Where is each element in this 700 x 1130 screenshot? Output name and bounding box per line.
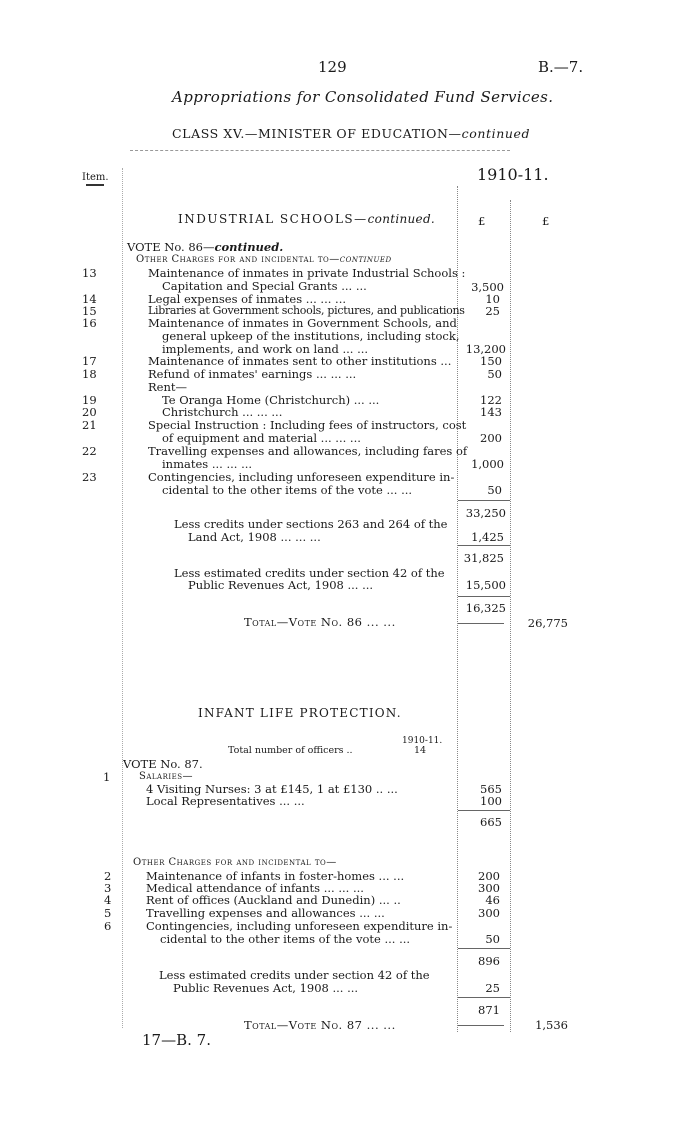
line-item-amount: 46	[485, 893, 500, 907]
subtotal-rule	[458, 545, 510, 546]
pound-sign-2: £	[542, 214, 550, 228]
subtotal-rule	[458, 596, 510, 597]
subtotal-rule	[458, 810, 510, 811]
item-number: 17	[82, 354, 97, 368]
line-item-text: Medical attendance of infants ... ... ...	[146, 881, 364, 895]
subtotal-amount: 16,325	[465, 601, 506, 615]
salaries-total: 665	[480, 815, 502, 829]
line-item-amount: 50	[487, 483, 502, 497]
vote-86-total-amount: 26,775	[527, 616, 568, 630]
line-item-text: Maintenance of inmates in private Industrial Schools :	[148, 266, 466, 280]
item-head-underline	[86, 184, 104, 186]
less-estimated-amount: 25	[485, 981, 500, 995]
vote-86-total-label: Total—Vote No. 86 ... ...	[244, 615, 396, 629]
line-item-text: Legal expenses of inmates ... ... ...	[148, 292, 346, 306]
item-number: 6	[104, 919, 112, 933]
other-charges-heading-87: Other Charges for and incidental to—	[133, 857, 337, 868]
item-number: 4	[104, 893, 112, 907]
subtotal-amount: 31,825	[463, 551, 504, 565]
line-item-amount: 122	[480, 393, 502, 407]
subtotal-amount: 871	[478, 1003, 500, 1017]
line-item-text: Maintenance of infants in foster-homes ... ...	[146, 869, 405, 883]
line-item-amount: 300	[478, 906, 500, 920]
line-item-text: Travelling expenses and allowances, including fares of	[148, 444, 468, 458]
line-item-text: Contingencies, including unforeseen expenditure in-	[148, 470, 455, 484]
item-number: 23	[82, 470, 97, 484]
line-item-text: implements, and work on land ... ...	[162, 342, 369, 356]
vote-86-heading	[127, 240, 283, 254]
subtotal-rule	[458, 948, 510, 949]
line-item-amount: 13,200	[465, 342, 506, 356]
less-estimated-text: Public Revenues Act, 1908 ... ...	[173, 981, 359, 995]
other-charges-heading-86	[136, 253, 392, 267]
item-column-head: Item.	[82, 172, 109, 183]
line-item-text: Special Instruction : Including fees of instructors, cost	[148, 418, 467, 432]
line-item-amount: 10	[485, 292, 500, 306]
infant-heading: INFANT LIFE PROTECTION.	[198, 706, 402, 720]
line-item-text: Refund of inmates' earnings ... ... ...	[148, 367, 357, 381]
line-item-amount: 50	[485, 932, 500, 946]
officers-year: 1910-11.	[402, 736, 443, 746]
less-estimated-text: Public Revenues Act, 1908 ... ...	[188, 578, 374, 592]
line-item-amount: 143	[480, 405, 502, 419]
line-item-text: Libraries at Government schools, pictures, and publications	[148, 304, 465, 317]
industrial-heading-continued: continued.	[367, 212, 436, 226]
line-item-amount: 50	[487, 367, 502, 381]
line-item-text: cidental to the other items of the vote ... ...	[162, 483, 413, 497]
salaries-heading: Salaries—	[139, 771, 194, 782]
line-item-text: Maintenance of inmates in Government Schools, and	[148, 316, 457, 330]
item-number: 15	[82, 304, 97, 318]
less-estimated-text: Less estimated credits under section 42 of the	[174, 566, 445, 580]
item-number: 20	[82, 405, 97, 419]
less-credits-text: Land Act, 1908 ... ... ...	[188, 530, 321, 544]
item-number: 18	[82, 367, 97, 381]
page-title: Appropriations for Consolidated Fund Services.	[172, 88, 554, 106]
class-heading-continued: continued	[461, 126, 531, 141]
subtotal-rule	[458, 500, 510, 501]
line-item-text: Travelling expenses and allowances ... ...	[146, 906, 385, 920]
line-item-amount: 3,500	[471, 280, 504, 294]
subtotal-rule	[458, 997, 510, 998]
line-item-amount: 300	[478, 881, 500, 895]
item-number: 1	[103, 770, 111, 784]
line-item-amount: 1,000	[471, 457, 504, 471]
class-heading-text: CLASS XV.—MINISTER OF EDUCATION—	[172, 126, 462, 141]
item-number: 16	[82, 316, 97, 330]
officers-count: 14	[414, 745, 427, 756]
rent-heading: Rent—	[148, 380, 187, 394]
line-item-amount: 150	[480, 354, 502, 368]
document-reference: B.—7.	[538, 58, 584, 76]
line-item-amount: 25	[485, 304, 500, 318]
subtotal-amount: 33,250	[465, 506, 506, 520]
year-column-head: 1910-11.	[477, 165, 549, 184]
line-item-amount: 200	[478, 869, 500, 883]
item-number: 3	[104, 881, 112, 895]
less-estimated-amount: 15,500	[465, 578, 506, 592]
item-number: 2	[104, 869, 112, 883]
item-number: 19	[82, 393, 97, 407]
line-item-text: Christchurch ... ... ...	[162, 405, 283, 419]
line-item-text: Rent of offices (Auckland and Dunedin) ... ..	[146, 893, 401, 907]
less-estimated-text: Less estimated credits under section 42 of the	[159, 968, 430, 982]
line-item-text: of equipment and material ... ... ...	[162, 431, 361, 445]
line-item-text: Capitation and Special Grants ... ...	[162, 279, 367, 293]
total-rule	[458, 623, 504, 624]
vote-86-text: VOTE No. 86—	[127, 240, 215, 254]
total-rule	[458, 1025, 504, 1026]
line-item-text: Maintenance of inmates sent to other institutions ...	[148, 354, 452, 368]
page-number: 129	[318, 58, 347, 76]
salary-line-text: 4 Visiting Nurses: 3 at £145, 1 at £130 .. ...	[146, 782, 398, 796]
salary-line-amount: 100	[480, 794, 502, 808]
amount-rule-mid	[510, 200, 511, 1032]
class-heading	[172, 127, 530, 141]
line-item-text: Te Oranga Home (Christchurch) ... ...	[162, 393, 380, 407]
item-number: 21	[82, 418, 97, 432]
line-item-text: inmates ... ... ...	[162, 457, 253, 471]
other-charges-text-86: Other Charges for and incidental to—	[136, 254, 340, 265]
header-rule	[130, 150, 510, 151]
other-charges-continued-86: continued	[339, 254, 392, 265]
item-number: 22	[82, 444, 97, 458]
vote-87-total-label: Total—Vote No. 87 ... ...	[244, 1018, 396, 1032]
salary-line-text: Local Representatives ... ...	[146, 794, 305, 808]
officers-label: Total number of officers ..	[228, 745, 353, 756]
salary-line-amount: 565	[480, 782, 502, 796]
industrial-heading	[178, 212, 435, 226]
line-item-amount: 200	[480, 431, 502, 445]
vote-87-heading: VOTE No. 87.	[123, 757, 203, 771]
line-item-text: cidental to the other items of the vote ... ...	[160, 932, 411, 946]
line-item-text: general upkeep of the institutions, including stock,	[162, 329, 460, 343]
item-number: 5	[104, 906, 112, 920]
less-credits-text: Less credits under sections 263 and 264 of the	[174, 517, 448, 531]
signature-mark: 17—B. 7.	[142, 1031, 211, 1049]
pound-sign-1: £	[478, 214, 486, 228]
item-number: 14	[82, 292, 97, 306]
item-number: 13	[82, 266, 97, 280]
vote-86-continued: continued.	[214, 240, 284, 254]
vote-87-total-amount: 1,536	[535, 1018, 568, 1032]
subtotal-amount: 896	[478, 954, 500, 968]
less-credits-amount: 1,425	[471, 530, 504, 544]
industrial-heading-text: INDUSTRIAL SCHOOLS—	[178, 212, 368, 226]
line-item-text: Contingencies, including unforeseen expenditure in-	[146, 919, 453, 933]
